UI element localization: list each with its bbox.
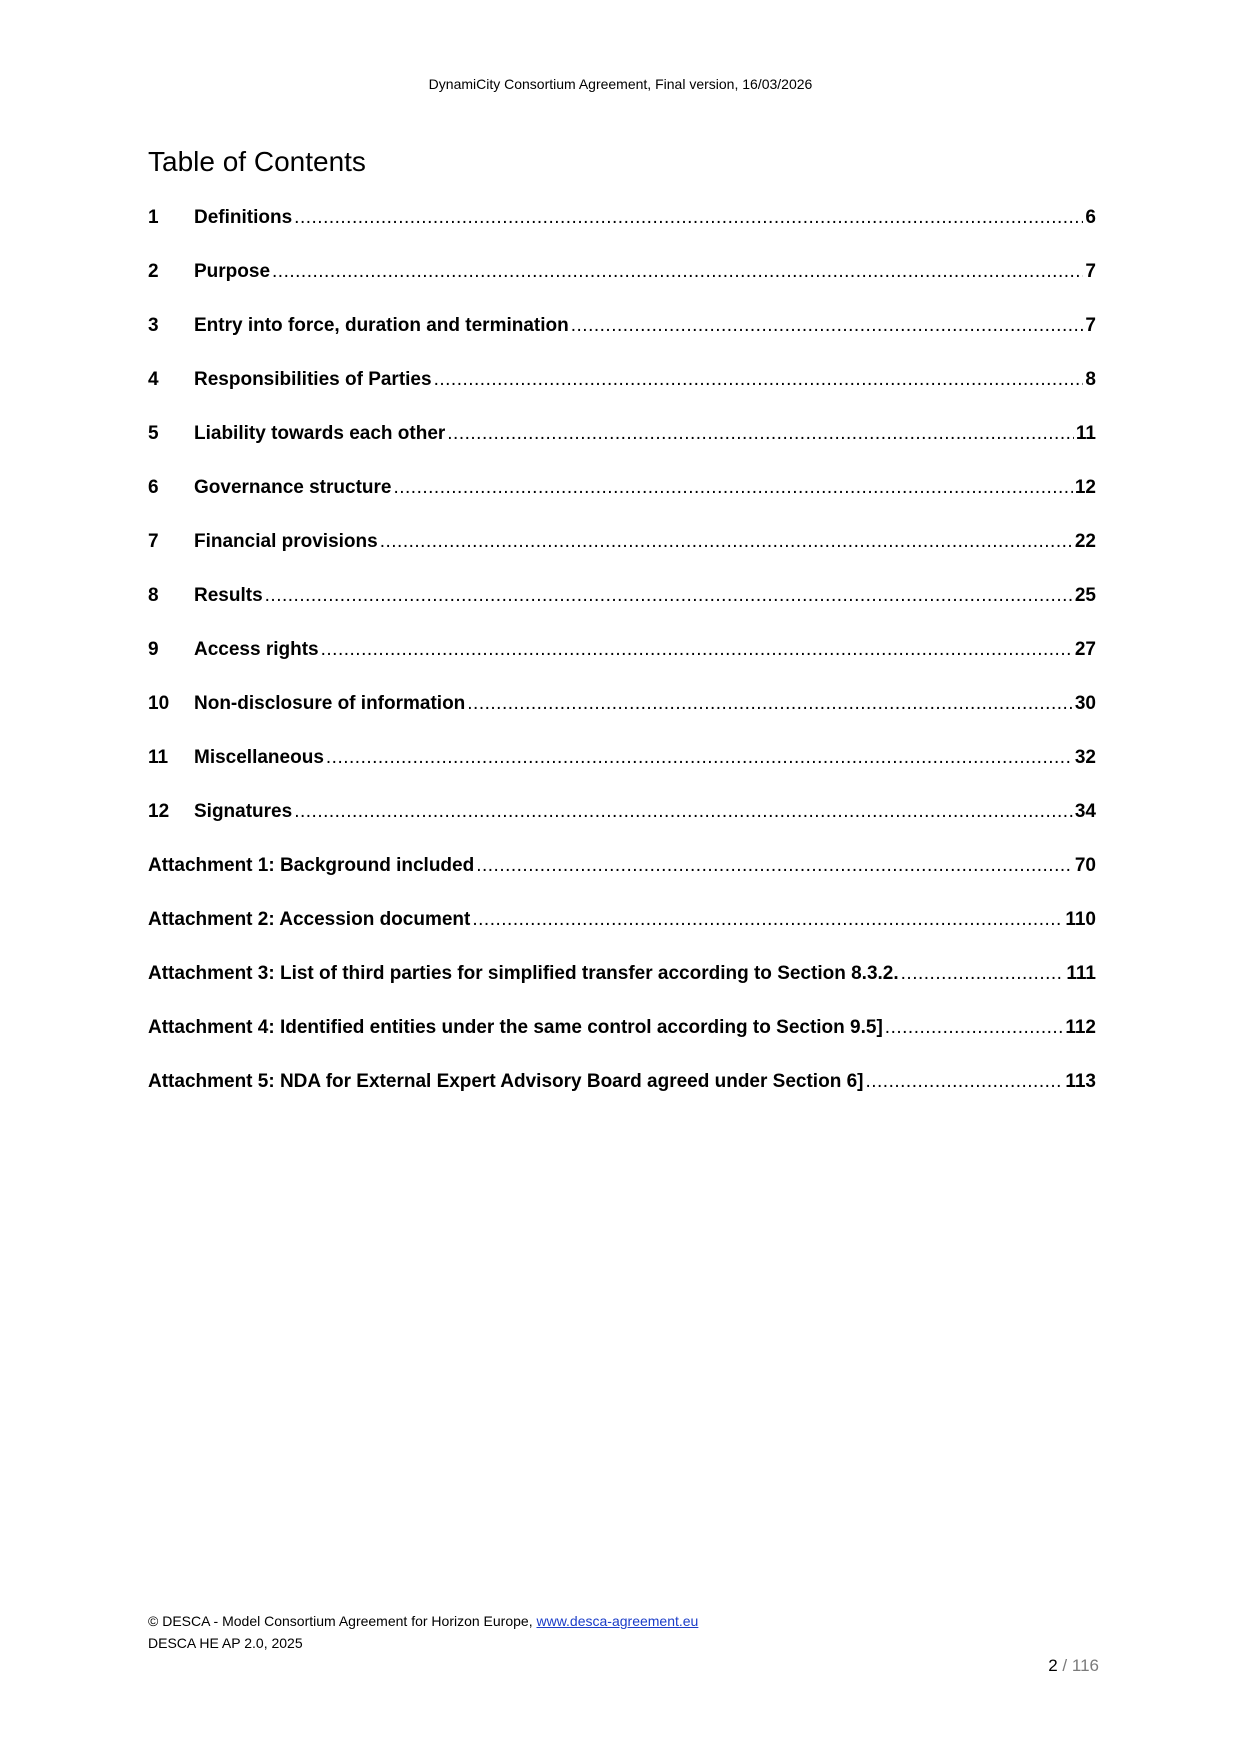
page-separator: /: [1062, 1656, 1068, 1675]
toc-entry-page: 25: [1074, 585, 1096, 606]
toc-dot-leader: [472, 908, 1063, 932]
toc-entry-label: Attachment 3: List of third parties for simplified transfer according to Section 8.3.2.: [148, 963, 899, 984]
toc-entry-label: Governance structure: [194, 477, 392, 498]
toc-entry-label: Attachment 1: Background included: [148, 855, 475, 876]
toc-entry-number: 2: [148, 261, 159, 282]
toc-entry-number: 7: [148, 531, 159, 552]
toc-dot-leader: [467, 692, 1073, 716]
toc-entry-label: Results: [194, 585, 263, 606]
toc-dot-leader: [865, 1070, 1063, 1094]
toc-entry-number: 8: [148, 585, 159, 606]
toc-entry-number: 11: [148, 747, 169, 768]
toc-entry[interactable]: [148, 476, 1096, 530]
toc-entry-page: 27: [1074, 639, 1096, 660]
toc-entry-label: Access rights: [194, 639, 319, 660]
desca-link[interactable]: www.desca-agreement.eu: [536, 1613, 699, 1629]
table-of-contents: [148, 206, 1096, 1124]
toc-entry[interactable]: [148, 746, 1096, 800]
toc-entry-page: 6: [1085, 207, 1096, 228]
toc-entry-label: Attachment 5: NDA for External Expert Advisory Board agreed under Section 6]: [148, 1071, 864, 1092]
toc-dot-leader: [434, 368, 1084, 392]
toc-entry-number: 9: [148, 639, 159, 660]
toc-entry-number: 6: [148, 477, 159, 498]
toc-entry-number: 10: [148, 693, 170, 714]
page-current: 2: [1048, 1656, 1058, 1675]
toc-entry-label: Signatures: [194, 801, 293, 822]
toc-entry[interactable]: [148, 692, 1096, 746]
toc-entry-label: Liability towards each other: [194, 423, 446, 444]
toc-entry-number: 12: [148, 801, 170, 822]
toc-dot-leader: [571, 314, 1084, 338]
toc-entry-number: 5: [148, 423, 159, 444]
toc-entry[interactable]: [148, 206, 1096, 260]
toc-entry-label: Purpose: [194, 261, 271, 282]
toc-entry[interactable]: [148, 584, 1096, 638]
toc-dot-leader: [272, 260, 1083, 284]
toc-dot-leader: [447, 422, 1074, 446]
toc-entry[interactable]: [148, 314, 1096, 368]
toc-entry[interactable]: [148, 854, 1096, 908]
toc-entry[interactable]: [148, 530, 1096, 584]
toc-dot-leader: [901, 962, 1065, 986]
toc-entry-page: 12: [1074, 477, 1096, 498]
toc-entry-page: 30: [1074, 693, 1096, 714]
toc-dot-leader: [476, 854, 1073, 878]
toc-entry[interactable]: [148, 260, 1096, 314]
toc-entry-number: 1: [148, 207, 159, 228]
toc-entry[interactable]: [148, 1016, 1096, 1070]
toc-entry[interactable]: [148, 908, 1096, 962]
toc-entry-label: Attachment 4: Identified entities under the same control according to Section 9.5]: [148, 1017, 883, 1038]
page-footer: [148, 1610, 698, 1654]
toc-dot-leader: [885, 1016, 1064, 1040]
toc-entry-page: 8: [1085, 369, 1096, 390]
toc-entry-label: Non-disclosure of information: [194, 693, 466, 714]
toc-dot-leader: [294, 800, 1073, 824]
toc-entry[interactable]: [148, 962, 1096, 1016]
toc-entry-label: Entry into force, duration and termination: [194, 315, 569, 336]
toc-entry-number: 4: [148, 369, 159, 390]
toc-entry-page: 111: [1066, 963, 1096, 984]
toc-entry[interactable]: [148, 800, 1096, 854]
toc-entry-page: 112: [1065, 1017, 1096, 1038]
toc-title: Table of Contents: [148, 146, 366, 177]
toc-entry-label: Attachment 2: Accession document: [148, 909, 471, 930]
toc-entry-page: 113: [1065, 1071, 1096, 1092]
toc-entry-page: 32: [1074, 747, 1096, 768]
toc-entry-label: Responsibilities of Parties: [194, 369, 432, 390]
toc-entry[interactable]: [148, 422, 1096, 476]
footer-version: DESCA HE AP 2.0, 2025: [148, 1635, 303, 1651]
toc-entry[interactable]: [148, 368, 1096, 422]
toc-entry[interactable]: [148, 638, 1096, 692]
toc-entry-label: Definitions: [194, 207, 293, 228]
footer-copyright-line: [148, 1610, 698, 1632]
page-total: 116: [1071, 1656, 1099, 1675]
toc-dot-leader: [321, 638, 1073, 662]
toc-entry-label: Financial provisions: [194, 531, 378, 552]
page-header: DynamiCity Consortium Agreement, Final version, 16/03/2026: [428, 76, 813, 92]
toc-dot-leader: [380, 530, 1073, 554]
toc-entry[interactable]: [148, 1070, 1096, 1124]
toc-entry-page: 34: [1074, 801, 1096, 822]
toc-entry-page: 110: [1065, 909, 1096, 930]
toc-entry-page: 7: [1085, 315, 1096, 336]
toc-dot-leader: [265, 584, 1073, 608]
footer-copyright: © DESCA - Model Consortium Agreement for Horizon Europe,: [148, 1613, 533, 1629]
toc-entry-page: 7: [1085, 261, 1096, 282]
toc-entry-page: 11: [1075, 423, 1096, 444]
toc-entry-number: 3: [148, 315, 159, 336]
toc-entry-page: 22: [1074, 531, 1096, 552]
toc-entry-label: Miscellaneous: [194, 747, 324, 768]
toc-entry-page: 70: [1074, 855, 1096, 876]
toc-dot-leader: [326, 746, 1073, 770]
toc-dot-leader: [294, 206, 1083, 230]
page-number: [1048, 1656, 1099, 1676]
toc-dot-leader: [393, 476, 1072, 500]
